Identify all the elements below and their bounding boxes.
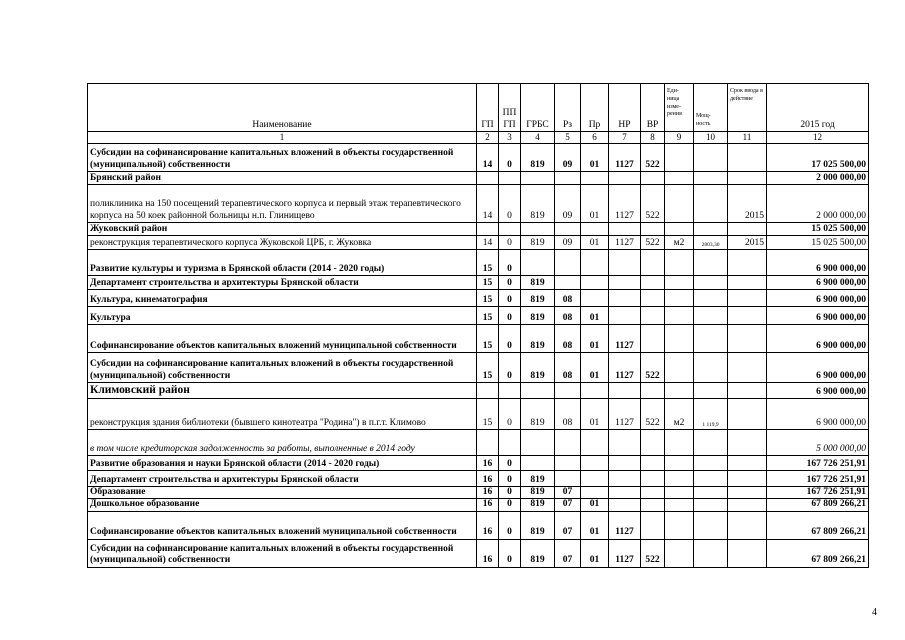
rz-cell: 07 <box>555 511 581 539</box>
term-cell <box>728 307 767 325</box>
vr-cell <box>641 471 665 487</box>
col-number: 10 <box>694 132 728 144</box>
ppgp-cell: 0 <box>499 499 521 511</box>
rz-cell: 07 <box>555 499 581 511</box>
vr-cell: 522 <box>641 236 665 250</box>
term-cell <box>728 471 767 487</box>
table-row <box>88 383 869 399</box>
table-row <box>88 456 869 471</box>
amount-cell: 6 900 000,00 <box>767 353 869 383</box>
unit-cell <box>665 290 694 307</box>
nr-cell: 1127 <box>609 511 641 539</box>
capacity-cell <box>694 487 728 499</box>
term-cell: 2015 <box>728 185 767 223</box>
unit-cell <box>665 487 694 499</box>
col-number: 8 <box>641 132 665 144</box>
rz-cell: 08 <box>555 399 581 430</box>
unit-cell <box>665 307 694 325</box>
term-cell <box>728 487 767 499</box>
nr-cell: 1127 <box>609 185 641 223</box>
page-number: 4 <box>872 607 877 618</box>
header-row <box>88 84 869 132</box>
amount-cell: 167 726 251,91 <box>767 487 869 499</box>
gp-cell: 15 <box>477 399 499 430</box>
header-vr: ВР <box>641 84 665 132</box>
ppgp-cell: 0 <box>499 185 521 223</box>
gp-cell: 14 <box>477 144 499 172</box>
unit-cell <box>665 499 694 511</box>
header-rz: Рз <box>555 84 581 132</box>
col-number: 4 <box>521 132 555 144</box>
vr-cell <box>641 325 665 353</box>
col-number: 2 <box>477 132 499 144</box>
unit-cell <box>665 250 694 276</box>
table-row <box>88 290 869 307</box>
row-name: Культура, кинематография <box>88 290 477 307</box>
col-number: 3 <box>499 132 521 144</box>
nr-cell <box>609 487 641 499</box>
row-name: Дошкольное образование <box>88 499 477 511</box>
grbs-cell <box>521 250 555 276</box>
vr-cell <box>641 511 665 539</box>
unit-cell <box>665 185 694 223</box>
rz-cell: 08 <box>555 307 581 325</box>
capacity-cell: 2803,30 <box>694 236 728 250</box>
grbs-cell: 819 <box>521 290 555 307</box>
amount-cell: 17 025 500,00 <box>767 144 869 172</box>
grbs-cell: 819 <box>521 511 555 539</box>
table-row <box>88 499 869 511</box>
grbs-cell: 819 <box>521 325 555 353</box>
pr-cell: 01 <box>581 236 609 250</box>
col-number: 6 <box>581 132 609 144</box>
unit-cell <box>665 353 694 383</box>
ppgp-cell: 0 <box>499 325 521 353</box>
header-capacity: Мощ-ность <box>694 84 728 132</box>
term-cell <box>728 511 767 539</box>
pr-cell: 01 <box>581 185 609 223</box>
table-row <box>88 539 869 567</box>
amount-cell: 6 900 000,00 <box>767 325 869 353</box>
rz-cell: 09 <box>555 236 581 250</box>
column-number-row <box>88 132 869 144</box>
amount-cell: 167 726 251,91 <box>767 471 869 487</box>
grbs-cell: 819 <box>521 353 555 383</box>
ppgp-cell: 0 <box>499 471 521 487</box>
term-cell <box>728 430 767 456</box>
capacity-cell <box>694 290 728 307</box>
vr-cell <box>641 276 665 290</box>
row-name: Развитие культуры и туризма в Брянской области (2014 - 2020 годы) <box>88 250 477 276</box>
term-cell <box>728 250 767 276</box>
header-year: 2015 год <box>767 84 869 132</box>
grbs-cell: 819 <box>521 471 555 487</box>
row-name: в том числе кредиторская задолженность за работы, выполненные в 2014 году <box>88 430 477 456</box>
gp-cell: 15 <box>477 290 499 307</box>
grbs-cell <box>521 430 555 456</box>
nr-cell: 1127 <box>609 236 641 250</box>
ppgp-cell: 0 <box>499 290 521 307</box>
table-row <box>88 144 869 172</box>
term-cell <box>728 290 767 307</box>
table-row <box>88 307 869 325</box>
pr-cell <box>581 223 609 236</box>
rz-cell: 09 <box>555 144 581 172</box>
rz-cell: 08 <box>555 290 581 307</box>
gp-cell: 15 <box>477 325 499 353</box>
ppgp-cell <box>499 430 521 456</box>
nr-cell <box>609 276 641 290</box>
unit-cell <box>665 383 694 399</box>
table-row <box>88 236 869 250</box>
nr-cell: 1127 <box>609 353 641 383</box>
ppgp-cell: 0 <box>499 539 521 567</box>
unit-cell <box>665 325 694 353</box>
grbs-cell: 819 <box>521 276 555 290</box>
pr-cell: 01 <box>581 511 609 539</box>
grbs-cell <box>521 383 555 399</box>
col-number: 5 <box>555 132 581 144</box>
unit-cell <box>665 539 694 567</box>
vr-cell <box>641 383 665 399</box>
grbs-cell: 819 <box>521 144 555 172</box>
nr-cell: 1127 <box>609 144 641 172</box>
table-row <box>88 185 869 223</box>
amount-cell: 167 726 251,91 <box>767 456 869 471</box>
row-name: Образование <box>88 487 477 499</box>
gp-cell <box>477 430 499 456</box>
gp-cell: 16 <box>477 511 499 539</box>
table-row <box>88 399 869 430</box>
unit-cell <box>665 430 694 456</box>
table-row <box>88 276 869 290</box>
table-row <box>88 353 869 383</box>
amount-cell: 2 000 000,00 <box>767 185 869 223</box>
capacity-cell <box>694 383 728 399</box>
capacity-cell <box>694 499 728 511</box>
nr-cell <box>609 499 641 511</box>
grbs-cell: 819 <box>521 399 555 430</box>
vr-cell <box>641 172 665 185</box>
capacity-cell <box>694 250 728 276</box>
term-cell <box>728 383 767 399</box>
capacity-cell <box>694 511 728 539</box>
ppgp-cell: 0 <box>499 511 521 539</box>
capacity-cell: 1 119,9 <box>694 399 728 430</box>
unit-cell <box>665 144 694 172</box>
amount-cell: 6 900 000,00 <box>767 383 869 399</box>
pr-cell: 01 <box>581 144 609 172</box>
capacity-cell <box>694 430 728 456</box>
rz-cell <box>555 276 581 290</box>
pr-cell <box>581 172 609 185</box>
term-cell <box>728 399 767 430</box>
ppgp-cell: 0 <box>499 236 521 250</box>
capacity-cell <box>694 456 728 471</box>
vr-cell: 522 <box>641 399 665 430</box>
vr-cell <box>641 290 665 307</box>
row-name: Развитие образования и науки Брянской области (2014 - 2020 годы) <box>88 456 477 471</box>
capacity-cell <box>694 185 728 223</box>
grbs-cell: 819 <box>521 539 555 567</box>
gp-cell: 16 <box>477 471 499 487</box>
vr-cell <box>641 456 665 471</box>
pr-cell <box>581 487 609 499</box>
vr-cell: 522 <box>641 144 665 172</box>
row-name: Субсидии на софинансирование капитальных вложений в объекты государственной (муниципальной) собственности <box>88 144 477 172</box>
vr-cell <box>641 223 665 236</box>
capacity-cell <box>694 172 728 185</box>
term-cell <box>728 499 767 511</box>
capacity-cell <box>694 353 728 383</box>
grbs-cell: 819 <box>521 499 555 511</box>
unit-cell <box>665 276 694 290</box>
ppgp-cell <box>499 223 521 236</box>
unit-cell: м2 <box>665 399 694 430</box>
gp-cell <box>477 172 499 185</box>
header-term: Срок ввода в действие <box>728 84 767 132</box>
capacity-cell <box>694 144 728 172</box>
pr-cell: 01 <box>581 399 609 430</box>
nr-cell <box>609 430 641 456</box>
nr-cell: 1127 <box>609 325 641 353</box>
table-row <box>88 325 869 353</box>
rz-cell <box>555 250 581 276</box>
gp-cell <box>477 223 499 236</box>
gp-cell: 14 <box>477 236 499 250</box>
capacity-cell <box>694 325 728 353</box>
pr-cell <box>581 276 609 290</box>
row-name: Жуковский район <box>88 223 477 236</box>
ppgp-cell: 0 <box>499 144 521 172</box>
gp-cell: 16 <box>477 539 499 567</box>
table-row <box>88 223 869 236</box>
vr-cell <box>641 430 665 456</box>
gp-cell: 16 <box>477 499 499 511</box>
gp-cell: 15 <box>477 307 499 325</box>
ppgp-cell <box>499 172 521 185</box>
row-name: реконструкция терапевтического корпуса Жуковской ЦРБ, г. Жуковка <box>88 236 477 250</box>
rz-cell <box>555 223 581 236</box>
term-cell <box>728 172 767 185</box>
vr-cell: 522 <box>641 353 665 383</box>
table-row <box>88 430 869 456</box>
nr-cell: 1127 <box>609 399 641 430</box>
ppgp-cell: 0 <box>499 250 521 276</box>
row-name: Софинансирование объектов капитальных вложений муниципальной собственности <box>88 511 477 539</box>
rz-cell: 09 <box>555 185 581 223</box>
gp-cell: 15 <box>477 276 499 290</box>
pr-cell <box>581 250 609 276</box>
gp-cell: 14 <box>477 185 499 223</box>
gp-cell: 15 <box>477 250 499 276</box>
col-number: 9 <box>665 132 694 144</box>
ppgp-cell: 0 <box>499 307 521 325</box>
row-name: поликлиника на 150 посещений терапевтического корпуса и первый этаж терапевтического корпуса на 50 коек районной больницы н.п. Глинищево <box>88 185 477 223</box>
rz-cell: 07 <box>555 539 581 567</box>
pr-cell: 01 <box>581 539 609 567</box>
amount-cell: 15 025 500,00 <box>767 236 869 250</box>
term-cell <box>728 456 767 471</box>
vr-cell <box>641 250 665 276</box>
gp-cell: 15 <box>477 353 499 383</box>
grbs-cell <box>521 172 555 185</box>
capacity-cell <box>694 539 728 567</box>
unit-cell <box>665 456 694 471</box>
term-cell <box>728 353 767 383</box>
pr-cell <box>581 430 609 456</box>
nr-cell <box>609 172 641 185</box>
rz-cell <box>555 456 581 471</box>
gp-cell: 16 <box>477 487 499 499</box>
nr-cell: 1127 <box>609 539 641 567</box>
unit-cell <box>665 172 694 185</box>
nr-cell <box>609 307 641 325</box>
term-cell <box>728 276 767 290</box>
amount-cell: 6 900 000,00 <box>767 290 869 307</box>
gp-cell <box>477 383 499 399</box>
nr-cell <box>609 471 641 487</box>
col-number: 1 <box>88 132 477 144</box>
term-cell <box>728 223 767 236</box>
row-name: Департамент строительства и архитектуры Брянской области <box>88 471 477 487</box>
rz-cell <box>555 471 581 487</box>
table-row <box>88 172 869 185</box>
unit-cell <box>665 511 694 539</box>
rz-cell: 08 <box>555 325 581 353</box>
amount-cell: 67 809 266,21 <box>767 539 869 567</box>
term-cell <box>728 144 767 172</box>
vr-cell <box>641 499 665 511</box>
ppgp-cell: 0 <box>499 487 521 499</box>
rz-cell <box>555 383 581 399</box>
nr-cell <box>609 290 641 307</box>
pr-cell: 01 <box>581 307 609 325</box>
pr-cell <box>581 471 609 487</box>
row-name: Климовский район <box>88 383 477 399</box>
pr-cell <box>581 456 609 471</box>
capacity-cell <box>694 276 728 290</box>
grbs-cell: 819 <box>521 236 555 250</box>
col-number: 12 <box>767 132 869 144</box>
header-name: Наименование <box>88 84 477 132</box>
header-grbs: ГРБС <box>521 84 555 132</box>
ppgp-cell: 0 <box>499 399 521 430</box>
unit-cell: м2 <box>665 236 694 250</box>
amount-cell: 15 025 500,00 <box>767 223 869 236</box>
pr-cell: 01 <box>581 353 609 383</box>
header-pr: Пр <box>581 84 609 132</box>
row-name: реконструкция здания библиотеки (бывшего кинотеатра "Родина") в п.г.т. Климово <box>88 399 477 430</box>
table-row <box>88 511 869 539</box>
term-cell: 2015 <box>728 236 767 250</box>
nr-cell <box>609 223 641 236</box>
header-gp: ГП <box>477 84 499 132</box>
amount-cell: 6 900 000,00 <box>767 250 869 276</box>
row-name: Субсидии на софинансирование капитальных вложений в объекты государственной (муниципальной) собственности <box>88 539 477 567</box>
capacity-cell <box>694 307 728 325</box>
amount-cell: 6 900 000,00 <box>767 307 869 325</box>
amount-cell: 6 900 000,00 <box>767 276 869 290</box>
row-name: Брянский район <box>88 172 477 185</box>
row-name: Культура <box>88 307 477 325</box>
col-number: 11 <box>728 132 767 144</box>
grbs-cell: 819 <box>521 487 555 499</box>
col-number: 7 <box>609 132 641 144</box>
amount-cell: 67 809 266,21 <box>767 499 869 511</box>
term-cell <box>728 325 767 353</box>
nr-cell <box>609 383 641 399</box>
grbs-cell <box>521 223 555 236</box>
row-name: Софинансирование объектов капитальных вложений муниципальной собственности <box>88 325 477 353</box>
vr-cell <box>641 487 665 499</box>
row-name: Субсидии на софинансирование капитальных вложений в объекты государственной (муниципальной) собственности <box>88 353 477 383</box>
capacity-cell <box>694 223 728 236</box>
pr-cell: 01 <box>581 325 609 353</box>
pr-cell: 01 <box>581 499 609 511</box>
amount-cell: 6 900 000,00 <box>767 399 869 430</box>
row-name: Департамент строительства и архитектуры Брянской области <box>88 276 477 290</box>
ppgp-cell: 0 <box>499 456 521 471</box>
header-unit: Еди-ница изме-рения <box>665 84 694 132</box>
vr-cell <box>641 307 665 325</box>
unit-cell <box>665 471 694 487</box>
header-nr: НР <box>609 84 641 132</box>
rz-cell <box>555 430 581 456</box>
pr-cell <box>581 290 609 307</box>
nr-cell <box>609 250 641 276</box>
budget-table <box>87 83 869 568</box>
header-ppgp: ПП ГП <box>499 84 521 132</box>
grbs-cell: 819 <box>521 307 555 325</box>
amount-cell: 67 809 266,21 <box>767 511 869 539</box>
unit-cell <box>665 223 694 236</box>
rz-cell: 07 <box>555 487 581 499</box>
table-row <box>88 487 869 499</box>
amount-cell: 2 000 000,00 <box>767 172 869 185</box>
vr-cell: 522 <box>641 539 665 567</box>
table-row <box>88 250 869 276</box>
grbs-cell: 819 <box>521 185 555 223</box>
nr-cell <box>609 456 641 471</box>
capacity-cell <box>694 471 728 487</box>
rz-cell <box>555 172 581 185</box>
amount-cell: 5 000 000,00 <box>767 430 869 456</box>
grbs-cell <box>521 456 555 471</box>
ppgp-cell: 0 <box>499 276 521 290</box>
ppgp-cell: 0 <box>499 353 521 383</box>
vr-cell: 522 <box>641 185 665 223</box>
ppgp-cell <box>499 383 521 399</box>
table-row <box>88 471 869 487</box>
gp-cell: 16 <box>477 456 499 471</box>
rz-cell: 08 <box>555 353 581 383</box>
pr-cell <box>581 383 609 399</box>
term-cell <box>728 539 767 567</box>
